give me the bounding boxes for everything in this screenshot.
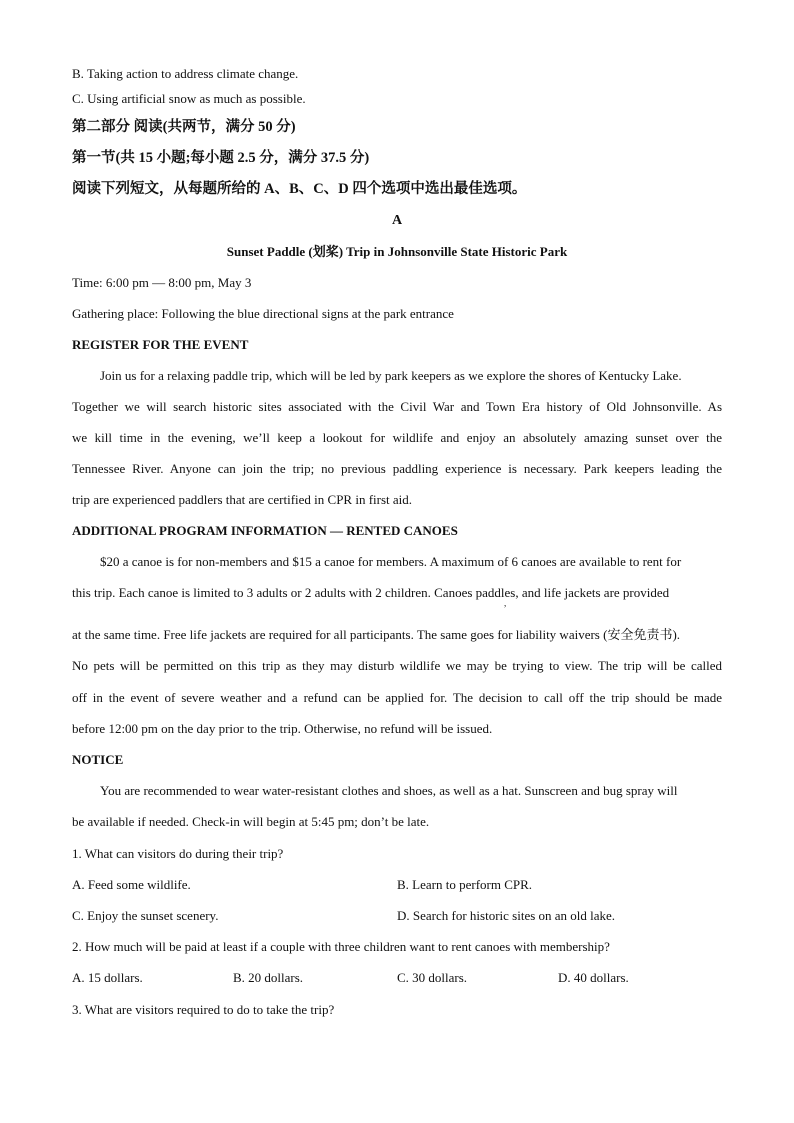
paragraph3-line1: You are recommended to wear water-resistant clothes and shoes, as well as a hat. Sunscreen and bug spray will [100, 783, 678, 798]
paragraph2-line3: at the same time. Free life jackets are required for all participants. The same goes for liability waivers (安全免责书). [72, 627, 681, 642]
register-heading: REGISTER FOR THE EVENT [72, 337, 249, 352]
paragraph1-line3: we kill time in the evening, we’ll keep a lookout for wildlife and enjoy an absolutely amazing sunset over the [72, 430, 722, 445]
paragraph1-line1: Join us for a relaxing paddle trip, which will be led by park keepers as we explore the shores of Kentucky Lake. [100, 368, 682, 383]
paragraph2-line4: No pets will be permitted on this trip as they may disturb wildlife we may be trying to view. The trip will be called [72, 658, 722, 673]
question-2-stem: 2. How much will be paid at least if a couple with three children want to rent canoes with membership? [72, 939, 610, 954]
paragraph2-line6: before 12:00 pm on the day prior to the trip. Otherwise, no refund will be issued. [72, 721, 493, 736]
question-2-option-d: D. 40 dollars. [558, 970, 629, 985]
question-1-stem: 1. What can visitors do during their trip? [72, 846, 284, 861]
part2-heading: 第二部分 阅读(共两节，满分 50 分) [72, 119, 296, 135]
question-2-option-a: A. 15 dollars. [72, 970, 143, 985]
event-time: Time: 6:00 pm — 8:00 pm, May 3 [72, 275, 252, 290]
question-1-option-d: D. Search for historic sites on an old lake. [397, 908, 616, 923]
question-2-option-c: C. 30 dollars. [397, 970, 468, 985]
paragraph2-line1: $20 a canoe is for non-members and $15 a canoe for members. A maximum of 6 canoes are available to rent for [100, 554, 682, 569]
notice-heading: NOTICE [72, 752, 124, 767]
section1-heading: 第一节(共 15 小题;每小题 2.5 分，满分 37.5 分) [72, 150, 370, 166]
paragraph3-line2: be available if needed. Check-in will begin at 5:45 pm; don’t be late. [72, 814, 430, 829]
question-3-stem: 3. What are visitors required to do to take the trip? [72, 1002, 335, 1017]
passage-letter: A [391, 213, 403, 228]
paragraph2-line2: this trip. Each canoe is limited to 3 adults or 2 adults with 2 children. Canoes paddles, and life jackets are provided [72, 585, 670, 600]
gathering-place: Gathering place: Following the blue directional signs at the park entrance [72, 306, 454, 321]
instruction: 阅读下列短文，从每题所给的 A、B、C、D 四个选项中选出最佳选项。 [72, 181, 527, 197]
paragraph1-line2: Together we will search historic sites associated with the Civil War and Town Era history of Old Johnsonville. As [72, 399, 722, 414]
question-1-option-c: C. Enjoy the sunset scenery. [72, 908, 219, 923]
paragraph2-stray-comma: , [504, 598, 507, 608]
option-c-previous: C. Using artificial snow as much as possible. [72, 91, 306, 106]
paragraph1-line4: Tennessee River. Anyone can join the trip; no previous paddling experience is necessary. Park keepers leading the [72, 461, 722, 476]
option-b-previous: B. Taking action to address climate change. [72, 66, 299, 81]
additional-heading: ADDITIONAL PROGRAM INFORMATION — RENTED CANOES [72, 523, 458, 538]
question-1-option-b: B. Learn to perform CPR. [397, 877, 533, 892]
passage-title: Sunset Paddle (划桨) Trip in Johnsonville State Historic Park [226, 244, 568, 259]
paragraph2-line5: off in the event of severe weather and a refund can be applied for. The decision to call off the trip should be made [72, 690, 722, 705]
question-1-option-a: A. Feed some wildlife. [72, 877, 191, 892]
question-2-option-b: B. 20 dollars. [233, 970, 304, 985]
paragraph1-line5: trip are experienced paddlers that are certified in CPR in first aid. [72, 492, 413, 507]
